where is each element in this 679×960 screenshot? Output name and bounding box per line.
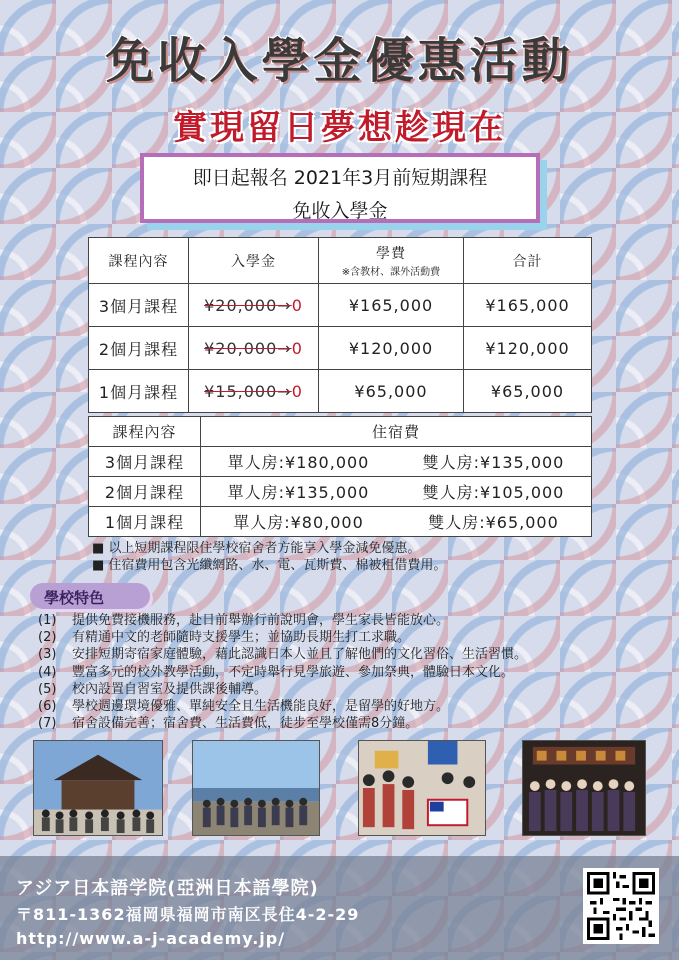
photo-night-group: [522, 740, 646, 836]
features-label: 學校特色: [30, 583, 150, 609]
admission-fee-cell: [189, 370, 319, 413]
course-cell: 1個月課程: [89, 370, 189, 413]
course-cell: 1個月課程: [89, 507, 201, 537]
table-row: [89, 327, 592, 370]
page-title: 免收入學金優惠活動: [105, 33, 574, 89]
header-housing-fee: 住宿費: [201, 417, 592, 447]
table-row: [89, 370, 592, 413]
tuition-cell: ¥120,000: [319, 327, 464, 370]
footer: [0, 856, 679, 960]
admission-fee-cell: [189, 284, 319, 327]
housing-table: [88, 416, 592, 537]
photo-festival-group: [358, 740, 486, 836]
school-website-link[interactable]: http://www.a-j-academy.jp/: [16, 929, 286, 948]
feature-item: (6) 學校週邊環境優雅、單純安全且生活機能良好，是留學的好地方。: [38, 699, 450, 715]
feature-item: (7) 宿舍設備完善；宿舍費、生活費低，徒步至學校僅需8分鐘。: [38, 716, 419, 732]
single-room-cell: 單人房:¥80,000: [201, 507, 397, 537]
header-course: 課程內容: [89, 417, 201, 447]
tuition-table: [88, 237, 592, 413]
qr-code-icon[interactable]: [583, 868, 659, 944]
tuition-cell: ¥165,000: [319, 284, 464, 327]
course-cell: 2個月課程: [89, 327, 189, 370]
double-room-cell: 雙人房:¥105,000: [396, 477, 592, 507]
features-list: [38, 612, 527, 732]
note-item: ■ 以上短期課程限住學校宿舍者方能享入學金減免優惠。: [92, 540, 446, 557]
new-fee: 0: [291, 381, 303, 401]
school-name: アジア日本語学院(亞洲日本語學院): [16, 878, 319, 899]
header-course: 課程內容: [89, 238, 189, 284]
header-total: 合計: [464, 238, 592, 284]
banner-line-2: 免收入學金: [292, 200, 388, 222]
photo-seaside-group: [192, 740, 320, 836]
promo-banner: [140, 153, 540, 223]
table-row: [89, 507, 592, 537]
double-room-cell: 雙人房:¥135,000: [396, 447, 592, 477]
tuition-cell: ¥65,000: [319, 370, 464, 413]
header-admission-fee: 入學金: [189, 238, 319, 284]
header-tuition-label: 學費: [376, 246, 406, 262]
school-address: 〒811-1362福岡県福岡市南区長住4-2-29: [16, 905, 360, 924]
total-cell: ¥120,000: [464, 327, 592, 370]
table-row: [89, 477, 592, 507]
old-fee: ¥15,000→: [204, 381, 292, 401]
feature-item: (2) 有精通中文的老師隨時支援學生；並協助長期生打工求職。: [38, 630, 411, 646]
header-tuition: [319, 238, 464, 284]
admission-fee-cell: [189, 327, 319, 370]
course-cell: 2個月課程: [89, 477, 201, 507]
new-fee: 0: [291, 338, 303, 358]
total-cell: ¥65,000: [464, 370, 592, 413]
feature-item: (3) 安排短期寄宿家庭體驗，藉此認識日本人並且了解他們的文化習俗、生活習慣。: [38, 647, 528, 663]
course-cell: 3個月課程: [89, 447, 201, 477]
double-room-cell: 雙人房:¥65,000: [396, 507, 592, 537]
old-fee: ¥20,000→: [204, 338, 292, 358]
old-fee: ¥20,000→: [204, 295, 292, 315]
table-row: [89, 447, 592, 477]
photo-shrine-group: [33, 740, 163, 836]
single-room-cell: 單人房:¥180,000: [201, 447, 397, 477]
table-header-row: [89, 417, 592, 447]
new-fee: 0: [291, 295, 303, 315]
banner-line-1: 即日起報名 2021年3月前短期課程: [192, 167, 488, 189]
feature-item: (4) 豐富多元的校外教學活動，不定時舉行見學旅遊、參加祭典，體驗日本文化。: [38, 664, 515, 680]
table-header-row: [89, 238, 592, 284]
table-row: [89, 284, 592, 327]
note-item: ■ 住宿費用包含光纖網路、水、電、瓦斯費、棉被租借費用。: [92, 557, 446, 574]
feature-item: (5) 校內設置自習室及提供課後輔導。: [38, 681, 268, 697]
page-subtitle: 實現留日夢想趁現在: [173, 108, 506, 148]
fee-notes: [92, 540, 446, 574]
course-cell: 3個月課程: [89, 284, 189, 327]
feature-item: (1) 提供免費接機服務，赴日前舉辦行前說明會，學生家長皆能放心。: [38, 613, 450, 628]
single-room-cell: 單人房:¥135,000: [201, 477, 397, 507]
header-tuition-note: ※含教材、課外活動費: [341, 267, 441, 278]
total-cell: ¥165,000: [464, 284, 592, 327]
